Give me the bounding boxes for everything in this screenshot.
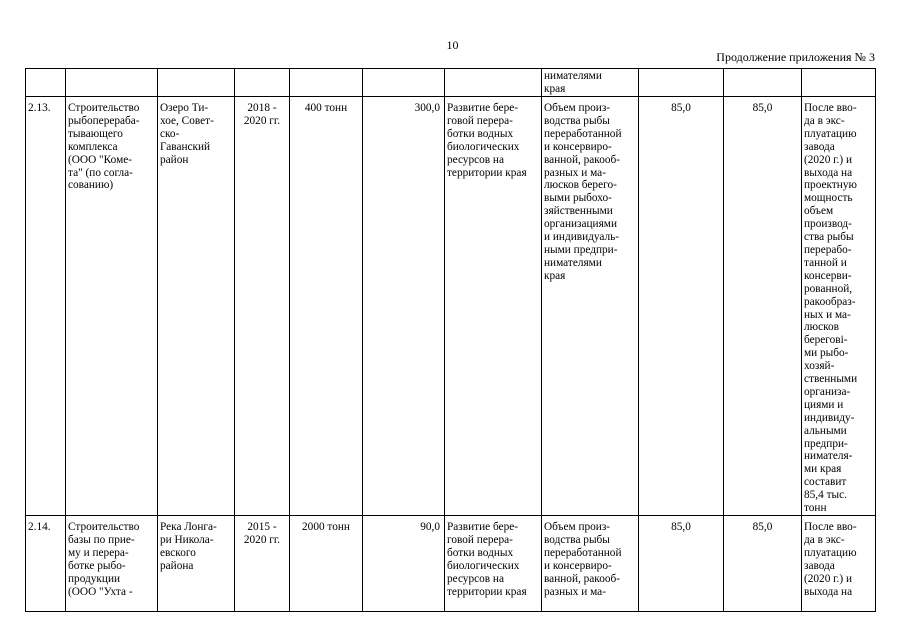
project-name: Строительство рыбоперераба- тывающего комплекса (ООО "Коме- та" (по согла- сованию) [66,97,158,516]
row-number: 2.14. [26,516,66,612]
table-cell [445,69,542,97]
indicator-value-1: 85,0 [639,516,724,612]
project-cost: 300,0 [363,97,445,516]
table-cell [639,69,724,97]
table-cell [363,69,445,97]
indicator-value-2: 85,0 [724,97,802,516]
project-location: Река Лонга- ри Никола- евского района [158,516,235,612]
indicator-value-1: 85,0 [639,97,724,516]
appendix-continuation-label: Продолжение приложения № 3 [716,50,875,64]
table-row-carryover [26,69,876,97]
project-goal: Развитие бере- говой перера- ботки водных биологических ресурсов на территории края [445,97,542,516]
page-number: 10 [446,38,459,52]
appendix-table [25,68,876,612]
project-location: Озеро Ти- хое, Совет- ско- Гаванский район [158,97,235,516]
project-period: 2015 - 2020 гг. [235,516,290,612]
project-goal: Развитие бере- говой перера- ботки водных биологических ресурсов на территории края [445,516,542,612]
project-cost: 90,0 [363,516,445,612]
table-cell [290,69,363,97]
expected-result: После вво- да в экс- плуатацию завода (2020 г.) и выхода на [802,516,876,612]
table-cell [802,69,876,97]
project-name: Строительство базы по прие- му и перера- ботке рыбо- продукции (ООО "Ухта - [66,516,158,612]
project-capacity: 400 тонн [290,97,363,516]
table-cell [66,69,158,97]
project-period: 2018 - 2020 гг. [235,97,290,516]
expected-result: После вво- да в экс- плуатацию завода (2020 г.) и выхода на проектную мощность объем производ- ства рыбы перерабо- танной и консерви- рованной, ракообраз- ных и ма- люсков берегові- ми рыбо- хозяй- ственными организа- циями и индивиду- альными предпри- нимателя- ми края составит 85,4 тыс. тонн [802,97,876,516]
project-indicator: Объем произ- водства рыбы переработанной и консервиро- ванной, ракооб- разных и ма- люсков берего- выми рыбохо- зяйственными организациями и индивидуаль- ными предпри- нимателями края [542,97,639,516]
table-cell [26,69,66,97]
indicator-value-2: 85,0 [724,516,802,612]
project-indicator: Объем произ- водства рыбы переработанной и консервиро- ванной, ракооб- разных и ма- [542,516,639,612]
project-capacity: 2000 тонн [290,516,363,612]
carryover-indicator-cell: нимателями края [542,69,639,97]
row-number: 2.13. [26,97,66,516]
table-cell [235,69,290,97]
table-row [26,516,876,612]
table-cell [724,69,802,97]
table-cell [158,69,235,97]
table-row [26,97,876,516]
